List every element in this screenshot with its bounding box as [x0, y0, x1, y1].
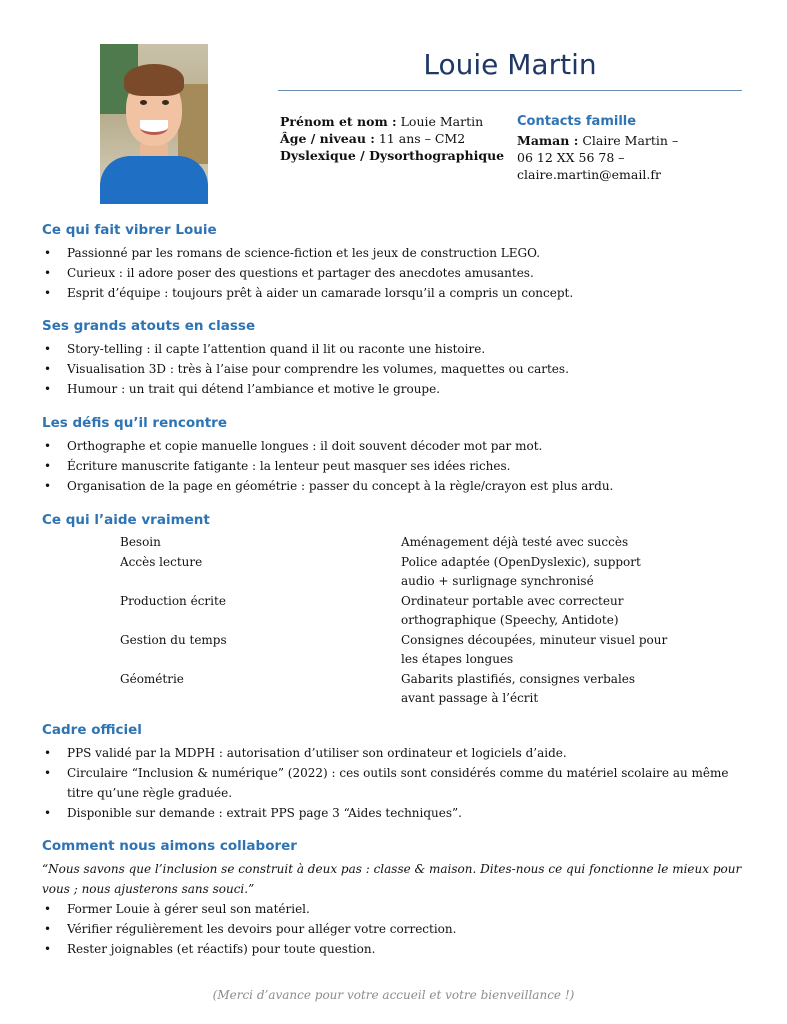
title-divider — [278, 90, 742, 91]
list-item: • Curieux : il adore poser des questions et partager des anecdotes amusantes. — [42, 263, 752, 283]
footer-note: (Merci d’avance pour votre accueil et votre bienveillance !) — [212, 988, 575, 1002]
contact-phone: 06 12 XX 56 78 – — [517, 150, 625, 165]
table-header-cell: Besoin — [120, 535, 161, 549]
section-title: Ce qui fait vibrer Louie — [42, 222, 217, 238]
section-title: Comment nous aimons collaborer — [42, 838, 297, 854]
table-cell: Gabarits plastifiés, consignes verbales — [401, 671, 636, 686]
family-contacts — [517, 113, 717, 183]
table-cell: Géométrie — [120, 671, 184, 686]
info-value: 11 ans – CM2 — [378, 131, 466, 146]
contacts-title: Contacts famille — [517, 114, 637, 129]
list-item: • Story-telling : il capte l’attention quand il lit ou raconte une histoire. — [42, 339, 752, 359]
table-row — [120, 553, 752, 592]
table-row — [120, 592, 752, 631]
contact-email: claire.martin@email.fr — [517, 167, 661, 182]
student-photo — [100, 44, 208, 204]
list-item: • Former Louie à gérer seul son matériel. — [42, 899, 752, 919]
section-title: Ce qui l’aide vraiment — [42, 512, 210, 528]
list-item: • Organisation de la page en géométrie : passer du concept à la règle/crayon est plus ardu. — [42, 476, 752, 496]
list-item: • Vérifier régulièrement les devoirs pour alléger votre correction. — [42, 919, 752, 939]
section-atouts — [42, 318, 752, 399]
section-vibrer — [42, 222, 752, 303]
student-info — [280, 113, 504, 164]
info-label: Âge / niveau : — [280, 131, 375, 146]
section-aide — [42, 512, 752, 709]
table-row — [120, 631, 752, 670]
list-item: • Disponible sur demande : extrait PPS page 3 “Aides techniques”. — [42, 803, 752, 823]
section-cadre — [42, 722, 752, 823]
info-label: Prénom et nom : — [280, 114, 397, 129]
section-title: Les défis qu’il rencontre — [42, 415, 227, 431]
list-item: • Rester joignables (et réactifs) pour toute question. — [42, 939, 752, 959]
table-cell: Consignes découpées, minuteur visuel pour — [401, 632, 668, 647]
section-collab — [42, 838, 752, 959]
info-value: Louie Martin — [400, 114, 484, 129]
section-title: Ses grands atouts en classe — [42, 318, 256, 334]
table-cell: Gestion du temps — [120, 632, 227, 647]
list-item: • Visualisation 3D : très à l’aise pour comprendre les volumes, maquettes ou cartes. — [42, 359, 752, 379]
family-quote: “Nous savons que l’inclusion se construit à deux pas : classe & maison. Dites-nous ce qui fonctionne le mieux pour vous ; nous ajusterons sans souci.” — [42, 862, 742, 896]
table-header-cell: Aménagement déjà testé avec succès — [401, 535, 629, 549]
list-item: • Orthographe et copie manuelle longues : il doit souvent décoder mot par mot. — [42, 436, 752, 456]
list-item: • Esprit d’équipe : toujours prêt à aider un camarade lorsqu’il a compris un concept. — [42, 283, 752, 303]
table-header-row — [120, 533, 752, 553]
table-cell: avant passage à l’écrit — [401, 691, 539, 705]
list-item: • PPS validé par la MDPH : autorisation d’utiliser son ordinateur et logiciels d’aide. — [42, 743, 752, 763]
table-cell: les étapes longues — [401, 652, 514, 666]
table-cell: Police adaptée (OpenDyslexic), support — [401, 554, 641, 569]
list-item: • Humour : un trait qui détend l’ambiance et motive le groupe. — [42, 379, 752, 399]
table-cell: audio + surlignage synchronisé — [401, 574, 594, 588]
aids-table — [120, 533, 752, 709]
table-cell: Production écrite — [120, 593, 226, 608]
table-cell: orthographique (Speechy, Antidote) — [401, 613, 619, 627]
student-name: Louie Martin — [423, 48, 597, 81]
section-title: Cadre officiel — [42, 722, 142, 738]
list-item: • Passionné par les romans de science-fiction et les jeux de construction LEGO. — [42, 243, 752, 263]
table-cell: Ordinateur portable avec correcteur — [401, 593, 624, 608]
table-cell: Accès lecture — [120, 554, 203, 569]
contact-name: Claire Martin – — [582, 133, 679, 148]
list-item: • Écriture manuscrite fatigante : la lenteur peut masquer ses idées riches. — [42, 456, 752, 476]
table-row — [120, 670, 752, 709]
list-item: • Circulaire “Inclusion & numérique” (2022) : ces outils sont considérés comme du matériel scolaire au même titre qu’une règle graduée. — [42, 763, 752, 803]
info-label: Dyslexique / Dysorthographique — [280, 148, 505, 163]
contact-label: Maman : — [517, 133, 579, 148]
section-defis — [42, 415, 752, 496]
